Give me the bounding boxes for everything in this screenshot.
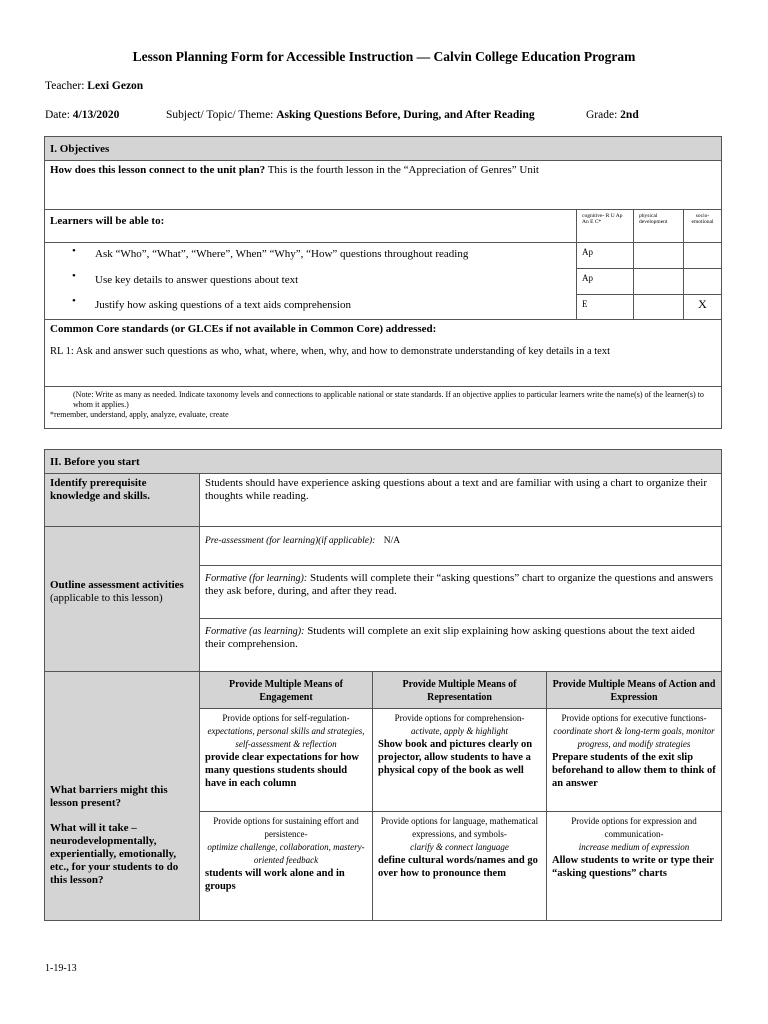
objective-phys [633, 268, 684, 295]
udl-cell [546, 708, 722, 812]
udl-lead: Provide options for expression and communication- [571, 816, 697, 839]
date-label: Date: [45, 109, 70, 121]
objective-phys [633, 294, 684, 320]
udl-lead: Provide options for comprehension- [394, 713, 525, 723]
objective-phys [633, 242, 684, 269]
udl-head-representation: Provide Multiple Means of Representation [372, 671, 547, 709]
col-socio: socio-emotional [683, 209, 722, 243]
objectives-header: I. Objectives [44, 136, 722, 161]
pre-assessment [199, 526, 722, 566]
date-value: 4/13/2020 [72, 109, 120, 121]
udl-lead: Provide options for executive functions- [561, 713, 707, 723]
assessment-label: Outline assessment activities [50, 579, 184, 591]
udl-italic: increase medium of expression [578, 842, 690, 852]
udl-cell [372, 708, 547, 812]
subject-line [166, 109, 535, 121]
formative2-text: Students will complete an exit slip explaining how asking questions about the text aided their comprehension. [205, 625, 695, 650]
grade-label: Grade: [586, 109, 618, 121]
udl-italic: optimize challenge, collaboration, mastery-oriented feedback [207, 842, 365, 865]
assessment-label-cell [44, 526, 200, 672]
pre-assessment-value: N/A [383, 536, 401, 546]
learners-label: Learners will be able to: [44, 209, 577, 243]
bullet-icon: • [72, 245, 76, 257]
udl-lead: Provide options for sustaining effort and persistence- [213, 816, 359, 839]
objective-text: Justify how asking questions of a text aids comprehension [95, 299, 352, 311]
udl-cell [372, 811, 547, 921]
objective-socio [683, 268, 722, 295]
assessment-sub: (applicable to this lesson) [50, 592, 163, 604]
pre-assessment-label: Pre-assessment (for learning)(if applicable): [205, 536, 376, 546]
teacher-value: Lexi Gezon [87, 80, 144, 92]
formative-for-learning [199, 565, 722, 619]
grade-value: 2nd [620, 109, 639, 121]
udl-lead: Provide options for language, mathematical expressions, and symbols- [380, 816, 539, 839]
barriers-question: What barriers might this lesson present? [50, 784, 168, 809]
objective-cog: E [576, 294, 634, 320]
objective-row [44, 268, 577, 295]
objectives-note: (Note: Write as many as needed. Indicate taxonomy levels and connections to applicable national or state standards. If an objective applies to particular learners write the name(s) of the learner(s) to whom it applies.) [73, 390, 704, 409]
udl-italic: expectations, personal skills and strategies, self-assessment & reflection [207, 726, 365, 749]
prereq-text: Students should have experience asking questions about a text and are familiar with using a chart to organize their thoughts while reading. [199, 473, 722, 527]
col-cognitive: cognitive- R U Ap An E C* [576, 209, 634, 243]
standards-text: RL 1: Ask and answer such questions as who, what, where, when, why, and how to demonstrate understanding of key details in a text [50, 346, 610, 357]
grade-line [586, 109, 639, 121]
udl-cell [199, 811, 373, 921]
footer-version: 1-19-13 [45, 963, 77, 974]
bullet-icon: • [72, 270, 76, 282]
objective-socio [683, 242, 722, 269]
date-line [45, 109, 119, 121]
col-physical: physical development [633, 209, 684, 243]
standards-label: Common Core standards (or GLCEs if not available in Common Core) addressed: [50, 323, 437, 335]
subject-label: Subject/ Topic/ Theme: [166, 109, 274, 121]
before-header: II. Before you start [44, 449, 722, 474]
udl-response: students will work alone and in groups [205, 868, 345, 892]
udl-lead: Provide options for self-regulation- [222, 713, 350, 723]
objective-cog: Ap [576, 268, 634, 295]
page-title: Lesson Planning Form for Accessible Instruction — Calvin College Education Program [132, 49, 636, 64]
what-will-it-take: What will it take – neurodevelopmentally, experientially, emotionally, etc., for your students to do this lesson? [50, 822, 179, 886]
prereq-label: Identify prerequisite knowledge and skills. [44, 473, 200, 527]
teacher-line [45, 80, 143, 92]
objectives-footnote: *remember, understand, apply, analyze, evaluate, create [50, 410, 229, 419]
udl-response: provide clear expectations for how many questions students should have in each column [205, 752, 359, 789]
udl-italic: clarify & connect language [410, 842, 509, 852]
formative2-label: Formative (as learning): [205, 626, 305, 637]
objective-text: Ask “Who”, “What”, “Where”, When” “Why”, “How” questions throughout reading [95, 248, 469, 260]
objectives-note-box [44, 386, 722, 429]
udl-response: Allow students to write or type their “asking questions” charts [552, 855, 714, 879]
udl-response: Prepare students of the exit slip beforehand to allow them to think of an answer [552, 752, 716, 789]
objective-row [44, 242, 577, 269]
barriers-label-cell [44, 671, 200, 921]
udl-response: Show book and pictures clearly on projector, allow students to have a physical copy of the book as well [378, 739, 533, 776]
udl-head-engagement: Provide Multiple Means of Engagement [199, 671, 373, 709]
connection-answer: This is the fourth lesson in the “Appreciation of Genres” Unit [267, 164, 539, 176]
formative1-label: Formative (for learning): [205, 573, 308, 584]
formative1-text: Students will complete their “asking questions” chart to organize the questions and answers they ask before, during, and after they read. [205, 572, 713, 597]
objective-socio: X [683, 294, 722, 320]
objective-text: Use key details to answer questions about text [95, 274, 299, 286]
unit-connection [44, 160, 722, 210]
objective-row [44, 294, 577, 320]
udl-response: define cultural words/names and go over how to pronounce them [378, 855, 538, 879]
bullet-icon: • [72, 295, 76, 307]
udl-italic: activate, apply & highlight [411, 726, 508, 736]
formative-as-learning [199, 618, 722, 672]
udl-cell [199, 708, 373, 812]
teacher-label: Teacher: [45, 80, 85, 92]
connection-question: How does this lesson connect to the unit plan? [50, 164, 266, 176]
subject-value: Asking Questions Before, During, and After Reading [276, 109, 535, 121]
udl-italic: coordinate short & long-term goals, monitor progress, and modify strategies [553, 726, 715, 749]
standards-box [44, 319, 722, 387]
udl-cell [546, 811, 722, 921]
objective-cog: Ap [576, 242, 634, 269]
udl-head-action: Provide Multiple Means of Action and Expression [546, 671, 722, 709]
